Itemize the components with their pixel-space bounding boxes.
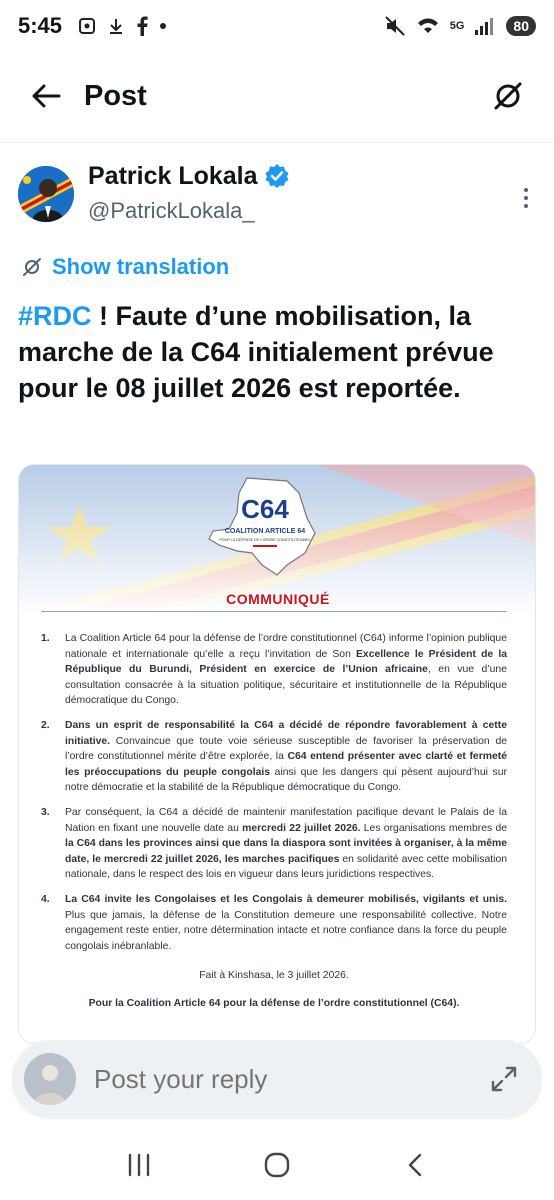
author-avatar[interactable] bbox=[18, 166, 74, 222]
item-text-part: ainsi que les dangers qui pèsent aujourd’hui sur notre démocratie et la stabilité de la République démocratique du Congo. bbox=[65, 766, 507, 794]
facebook-icon bbox=[136, 16, 148, 36]
mute-icon bbox=[384, 15, 406, 37]
communique-item bbox=[41, 805, 507, 883]
battery-level: 80 bbox=[506, 16, 536, 36]
item-text-bold: Dans un esprit de responsabilité la C64 a décidé de répondre favorablement à cette initiative. bbox=[65, 719, 507, 747]
logo-c64-text: C64 bbox=[241, 494, 289, 524]
download-icon bbox=[108, 17, 124, 35]
home-icon bbox=[262, 1150, 292, 1180]
item-text-part: en solidarité avec cette mobilisation nationale, dans le respect des lois en vigueur dans leurs juridictions respectives. bbox=[65, 853, 508, 881]
item-number: 1. bbox=[41, 633, 50, 644]
back-button[interactable] bbox=[26, 76, 66, 116]
communique-signoff: Pour la Coalition Article 64 pour la défense de l’ordre constitutionnel (C64). bbox=[88, 997, 460, 1009]
more-dot bbox=[524, 204, 528, 208]
grok-icon bbox=[492, 80, 524, 112]
item-text-part: La Coalition Article 64 pour la défense de l’ordre constitutionnel (C64) informe l’opinion publique nationale et internationale qu’elle a reçu l’invitation de Son bbox=[65, 633, 507, 660]
communique-heading: COMMUNIQUÉ bbox=[226, 591, 330, 607]
item-text-bold: mercredi 22 juillet 2026. bbox=[242, 822, 361, 834]
communique-item bbox=[41, 631, 507, 709]
author-info bbox=[88, 160, 290, 226]
post-text bbox=[18, 298, 536, 406]
communique-closing: Fait à Kinshasa, le 3 juillet 2026. bbox=[199, 970, 349, 982]
network-type: 5G bbox=[449, 19, 465, 32]
post-author bbox=[18, 160, 536, 228]
item-text-bold: Excellence le Président de la République du Burundi, Président en exercice de l’Union africaine bbox=[65, 648, 507, 676]
reply-bar bbox=[12, 1040, 542, 1118]
communique-item bbox=[41, 718, 507, 796]
status-system-icons bbox=[384, 15, 536, 37]
item-text bbox=[65, 892, 507, 954]
item-text-part: Par conséquent, la C64 a décidé de maintenir manifestation pacifique devant le Palais de la Nation en fixant une nouvelle date au bbox=[65, 806, 507, 834]
logo-caption: COALITION ARTICLE 64 bbox=[224, 528, 306, 535]
item-text-bold: C64 entend présenter avec clarté et fermeté les préoccupations du peuple congolais bbox=[65, 751, 507, 778]
grok-button[interactable] bbox=[488, 76, 528, 116]
author-name[interactable]: Patrick Lokala bbox=[88, 162, 258, 190]
item-text bbox=[65, 631, 507, 709]
more-vertical-icon bbox=[524, 188, 528, 192]
back-arrow-icon bbox=[31, 83, 61, 109]
communique-rule bbox=[41, 611, 507, 612]
item-text bbox=[65, 805, 507, 883]
author-name-line bbox=[88, 160, 290, 192]
page-title: Post bbox=[84, 79, 147, 112]
back-icon bbox=[402, 1152, 428, 1178]
more-dot bbox=[524, 196, 528, 200]
post-body: ! Faute d’une mobilisation, la marche de la C64 initialement prévue pour le 08 juillet 2026 est reportée. bbox=[18, 301, 494, 403]
user-avatar[interactable] bbox=[24, 1053, 76, 1105]
more-options-button[interactable] bbox=[516, 178, 536, 218]
communique-body bbox=[41, 631, 507, 1011]
item-number: 4. bbox=[41, 893, 50, 905]
avatar-image bbox=[18, 166, 74, 222]
hashtag-link[interactable]: #RDC bbox=[18, 301, 92, 331]
item-text bbox=[65, 718, 507, 796]
item-number: 3. bbox=[41, 806, 50, 818]
more-notifications-dot bbox=[160, 23, 166, 29]
system-back-button[interactable] bbox=[390, 1140, 440, 1190]
item-text-part: , en vue d’une consultation consacrée à la situation politique, sécuritaire et institutionnelle de la République démocratique du Congo. bbox=[65, 664, 507, 707]
show-translation-label: Show translation bbox=[52, 254, 230, 279]
status-notification-icons bbox=[78, 16, 166, 36]
translate-icon bbox=[22, 257, 42, 277]
screenshot-icon bbox=[78, 17, 96, 35]
reply-input[interactable] bbox=[94, 1064, 484, 1095]
status-bar bbox=[0, 0, 554, 52]
recents-button[interactable] bbox=[114, 1140, 164, 1190]
status-time: 5:45 bbox=[18, 13, 63, 38]
signal-icon bbox=[474, 16, 496, 36]
expand-icon bbox=[489, 1064, 519, 1094]
system-nav-bar bbox=[0, 1130, 554, 1200]
post-image[interactable] bbox=[18, 464, 536, 1044]
header-divider bbox=[0, 142, 554, 143]
item-text-part: Plus que jamais, la défense de la Constitution demeure une responsabilité collective. Notre engagement reste entier, notre détermination intacte et notre confiance dans la force du peuple congolais inébranlable. bbox=[65, 909, 507, 952]
verified-badge-icon bbox=[264, 163, 290, 189]
show-translation-link[interactable] bbox=[22, 254, 229, 280]
logo-subcaption: POUR LA DÉFENSE DE L’ORDRE CONSTITUTIONNEL bbox=[219, 538, 311, 542]
item-text-part: Les organisations membres de bbox=[360, 822, 508, 834]
expand-reply-button[interactable] bbox=[484, 1059, 524, 1099]
top-app-bar bbox=[0, 60, 554, 132]
item-text-bold: la C64 dans les provinces ainsi que dans la diaspora sont invitées à organiser, à la même date, le mercredi 22 juillet 2026, les marches pacifiques bbox=[65, 838, 507, 865]
item-number: 2. bbox=[41, 719, 50, 731]
home-button[interactable] bbox=[252, 1140, 302, 1190]
author-handle[interactable]: @PatrickLokala_ bbox=[88, 198, 255, 223]
communique-item bbox=[41, 892, 507, 954]
user-avatar-image bbox=[24, 1053, 76, 1105]
wifi-icon bbox=[416, 16, 440, 36]
item-text-bold: La C64 invite les Congolaises et les Congolais à demeurer mobilisés, vigilants et unis. bbox=[65, 893, 507, 905]
c64-logo bbox=[207, 473, 327, 578]
recents-icon bbox=[126, 1152, 152, 1178]
item-text-part: Convaincue que toute voie sérieuse susceptible de favoriser la préservation de l’ordre constitutionnel mérite d’être explorée, la bbox=[65, 735, 507, 763]
